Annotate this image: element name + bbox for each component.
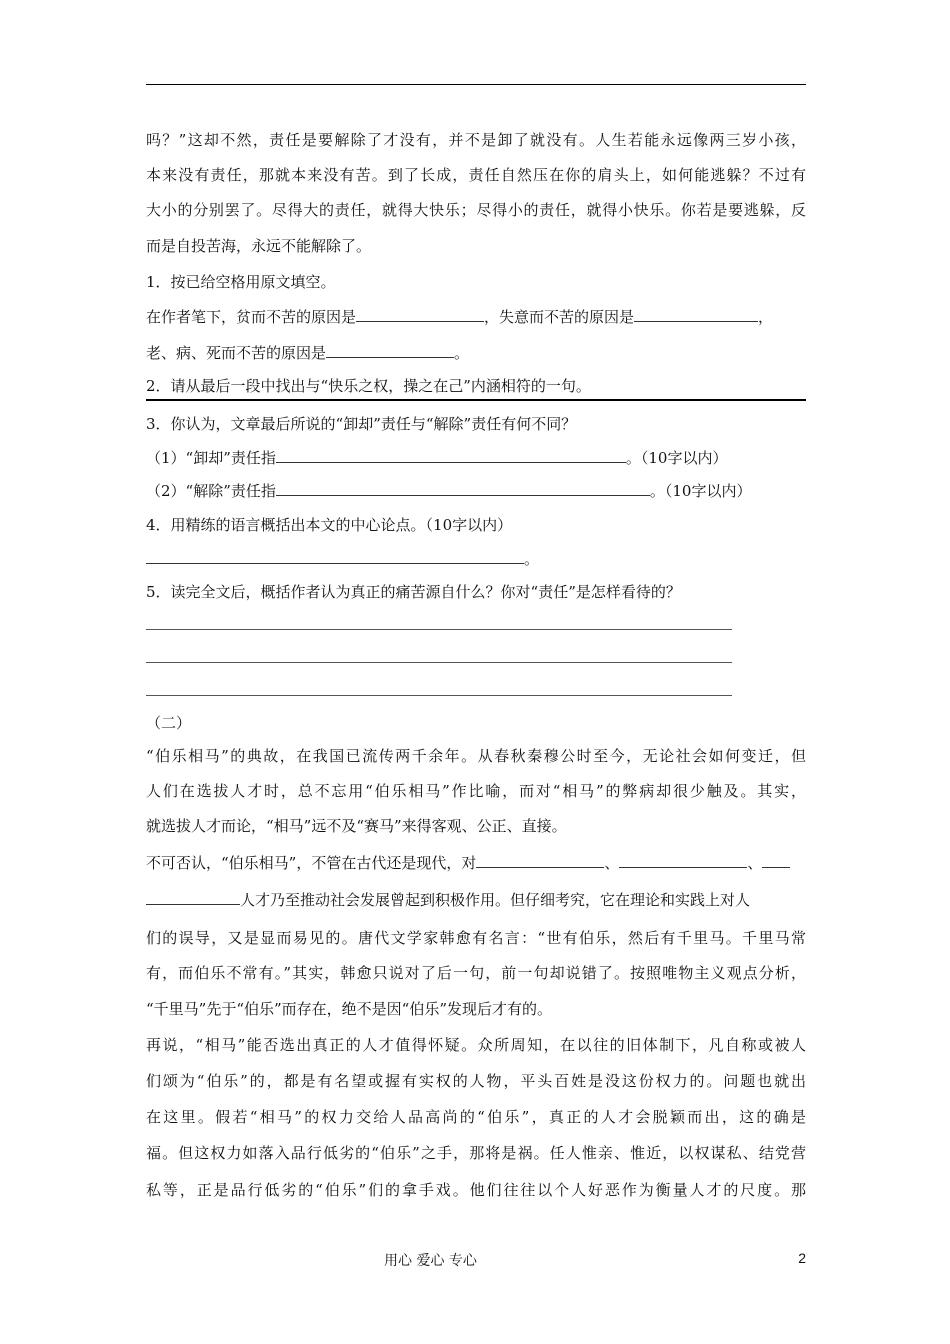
fill-blank[interactable] [356,307,484,322]
para2-start: 不可否认，“伯乐相马”，不管在古代还是现代，对 [146,854,477,872]
section-2-heading: （二） [146,714,192,732]
fill-blank[interactable] [276,448,626,463]
section-2-line: 福。但这权力如落入品行低劣的“伯乐”之手，那将是祸。任人惟亲、惟近，以权谋私、结党营 [146,1144,806,1162]
para2-sep: 、 [604,854,620,872]
q3-sub1-label: （1）“卸却”责任指 [146,449,276,467]
answer-line[interactable] [146,662,732,663]
q3-sub2-label: （2）“解除”责任指 [146,482,276,500]
q1-text-part5: 。 [454,344,470,362]
fill-blank[interactable] [276,481,650,496]
question-5-prompt: 5．读完全文后，概括作者认为真正的痛苦源自什么？你对“责任”是怎样看待的？ [146,583,681,601]
fill-blank[interactable] [634,307,758,322]
question-3-sub-1 [146,448,727,468]
section-2-line: 们颂为“伯乐”的，都是有名望或握有实权的人物，平头百姓是没这份权力的。问题也就出 [146,1072,806,1090]
q3-sub1-end: 。（10字以内） [625,449,728,467]
header-rule [146,84,806,85]
fill-blank[interactable] [146,890,240,905]
passage-line: 吗？”这却不然，责任是要解除了才没有，并不是卸了就没有。人生若能永远像两三岁小孩， [146,131,806,149]
section-2-line: 再说，“相马”能否选出真正的人才值得怀疑。众所周知，在以往的旧体制下，凡自称或被人 [146,1036,806,1054]
question-1-prompt: 1．按已给空格用原文填空。 [146,273,336,291]
answer-line[interactable] [146,629,732,630]
question-1-line-1 [146,307,773,327]
question-4-prompt: 4．用精练的语言概括出本文的中心论点。（10字以内） [146,516,513,534]
q4-end: 。 [524,550,540,568]
question-1-line-2 [146,343,469,363]
passage-line: 大小的分别罢了。尽得大的责任，就得大快乐；尽得小的责任，就得小快乐。你若是要逃躲，反 [146,201,806,219]
section-2-para2-line-2 [146,890,750,910]
section-2-line: 人们在选拔人才时，总不忘用“伯乐相马”作比喻，而对“相马”的弊病却很少触及。其实， [146,782,806,800]
section-2-line: 就选拔人才而论，“相马”远不及“赛马”来得客观、公正、直接。 [146,817,567,835]
section-2-line: 有，而伯乐不常有。”其实，韩愈只说对了后一句，前一句却说错了。按照唯物主义观点分析， [146,964,806,982]
question-4-answer [146,549,539,569]
para2-sep: 、 [747,854,763,872]
section-2-line: “伯乐相马”的典故，在我国已流传两千余年。从春秋秦穆公时至今，无论社会如何变迁，但 [146,747,806,765]
question-3-prompt: 3．你认为，文章最后所说的“卸却”责任与“解除”责任有何不同？ [146,415,577,433]
fill-blank[interactable] [146,549,524,564]
footer-motto: 用心 爱心 专心 [384,1253,477,1269]
section-2-line: 们的误导，又是显而易见的。唐代文学家韩愈有名言：“世有伯乐，然后有千里马。千里马常 [146,929,806,947]
fill-blank[interactable] [326,343,454,358]
passage-line: 本来没有责任，那就本来没有苦。到了长成，责任自然压在你的肩头上，如何能逃躲？不过有 [146,166,806,184]
passage-line: 而是自投苦海，永远不能解除了。 [146,237,372,255]
document-page [146,0,806,1344]
section-2-para2-line-1 [146,853,790,873]
page-number: 2 [798,1250,806,1266]
fill-blank[interactable] [619,853,747,868]
fill-blank[interactable] [762,853,790,868]
q1-text-part1: 在作者笔下，贫而不苦的原因是 [146,308,357,326]
section-2-line: 私等，正是品行低劣的“伯乐”们的拿手戏。他们往往以个人好恶作为衡量人才的尺度。那 [146,1181,806,1199]
q3-sub2-end: 。（10字以内） [649,482,752,500]
answer-line[interactable] [146,695,732,696]
section-divider [146,399,806,401]
fill-blank[interactable] [476,853,604,868]
q1-text-part4: 老、病、死而不苦的原因是 [146,344,327,362]
section-2-line: 在这里。假若“相马”的权力交给人品高尚的“伯乐”，真正的人才会脱颖而出，这的确是 [146,1108,806,1126]
q1-text-part3: ， [758,308,774,326]
q1-text-part2: ，失意而不苦的原因是 [484,308,635,326]
question-3-sub-2 [146,481,751,501]
section-2-line: “千里马”先于“伯乐”而存在，绝不是因“伯乐”发现后才有的。 [146,1000,553,1018]
question-2-prompt: 2．请从最后一段中找出与“快乐之权，操之在己”内涵相符的一句。 [146,377,591,395]
para2-line2-text: 人才乃至推动社会发展曾起到积极作用。但仔细考究，它在理论和实践上对人 [240,891,751,909]
